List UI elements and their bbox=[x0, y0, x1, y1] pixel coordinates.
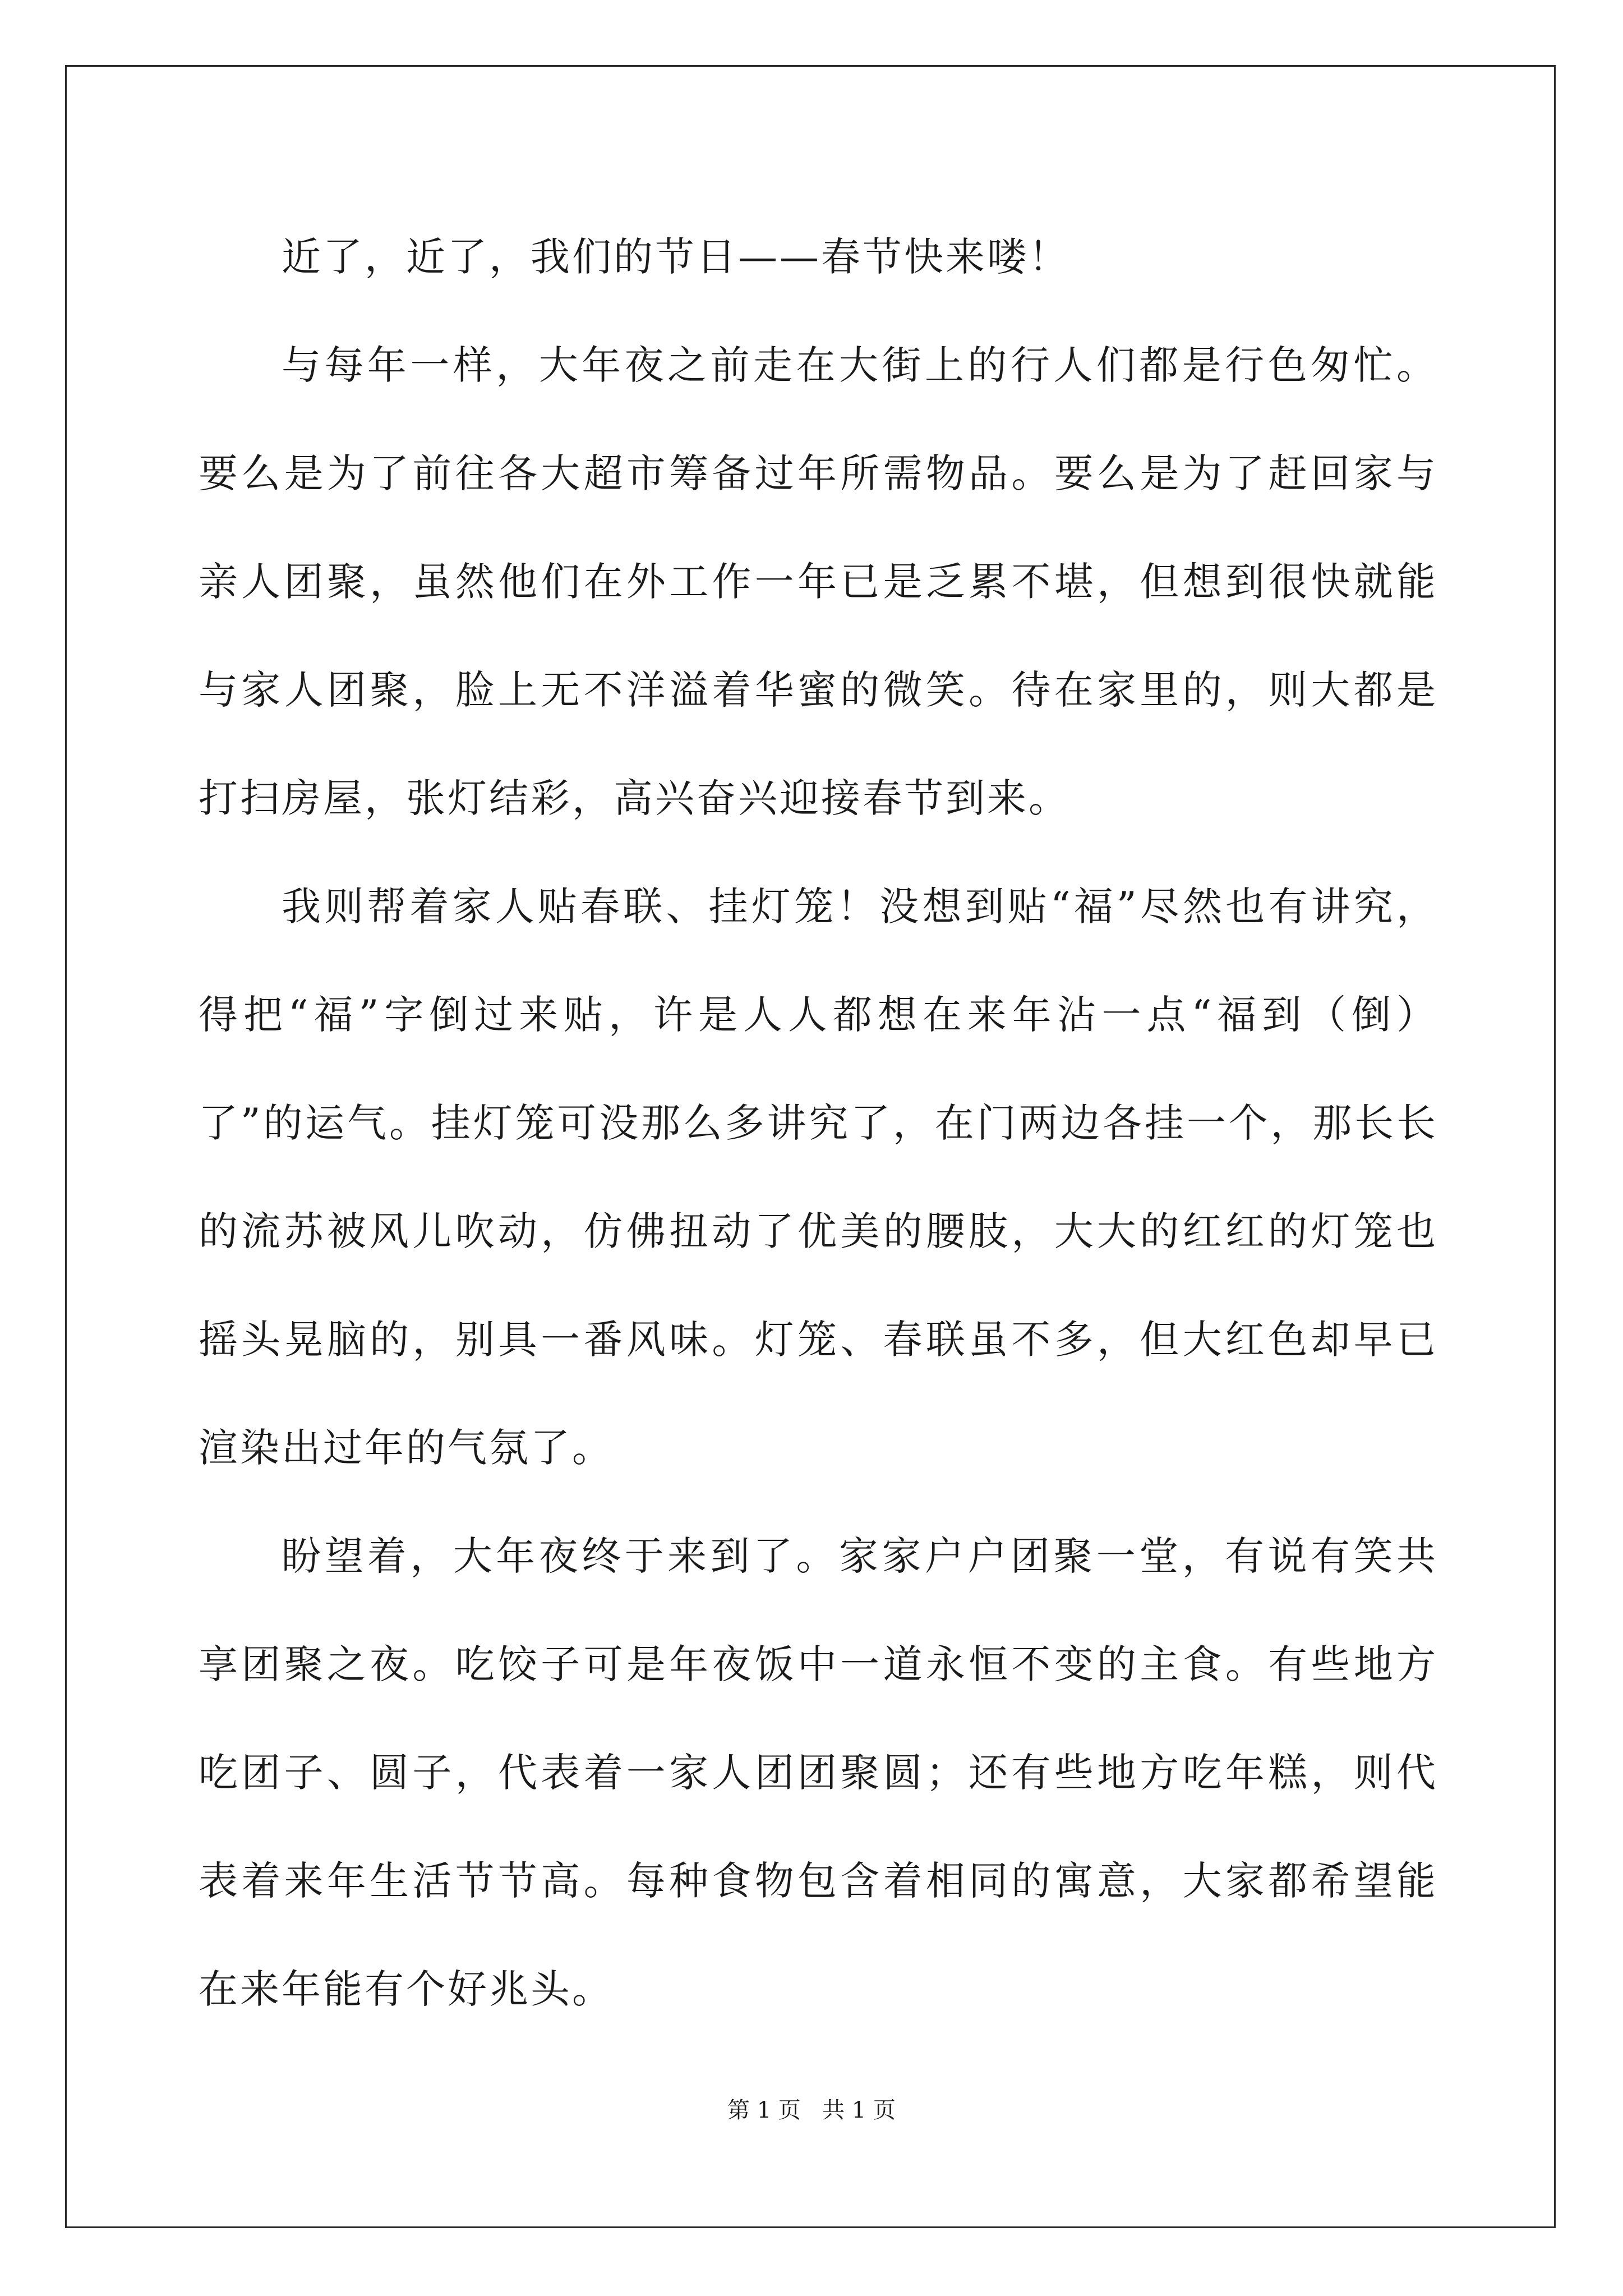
paragraph-1: 近了，近了，我们的节日——春节快来喽！ bbox=[282, 234, 1070, 280]
page-number-footer: 第 1 页 共 1 页 bbox=[727, 2097, 896, 2123]
paragraph-3: 我则帮着家人贴春联、挂灯笼！没想到贴“福”尽然也有讲究，得把“福”字倒过来贴，许是人人都想在来年沾一点“福到（倒）了”的运气。挂灯笼可没那么多讲究了，在门两边各挂一个，那长长的流苏被风儿吹动，仿佛扭动了优美的腰肢，大大的红红的灯笼也摇头晃脑的，别具一番风味。灯笼、春联虽不多，但大红色却早已渲染出过年的气氛了。 bbox=[199, 884, 1438, 1471]
paragraph-2: 与每年一样，大年夜之前走在大街上的行人们都是行色匆忙。要么是为了前往各大超市筹备过年所需物品。要么是为了赶回家与亲人团聚，虽然他们在外工作一年已是乏累不堪，但想到很快就能与家人团聚，脸上无不洋溢着华蜜的微笑。待在家里的，则大都是打扫房屋，张灯结彩，高兴奋兴迎接春节到来。 bbox=[199, 342, 1438, 821]
document-body bbox=[199, 203, 1438, 2044]
paragraph-4: 盼望着，大年夜终于来到了。家家户户团聚一堂，有说有笑共享团聚之夜。吃饺子可是年夜饭中一道永恒不变的主食。有些地方吃团子、圆子，代表着一家人团团聚圆；还有些地方吃年糕，则代表着来年生活节节高。每种食物包含着相同的寓意，大家都希望能在来年能有个好兆头。 bbox=[199, 1533, 1438, 2012]
